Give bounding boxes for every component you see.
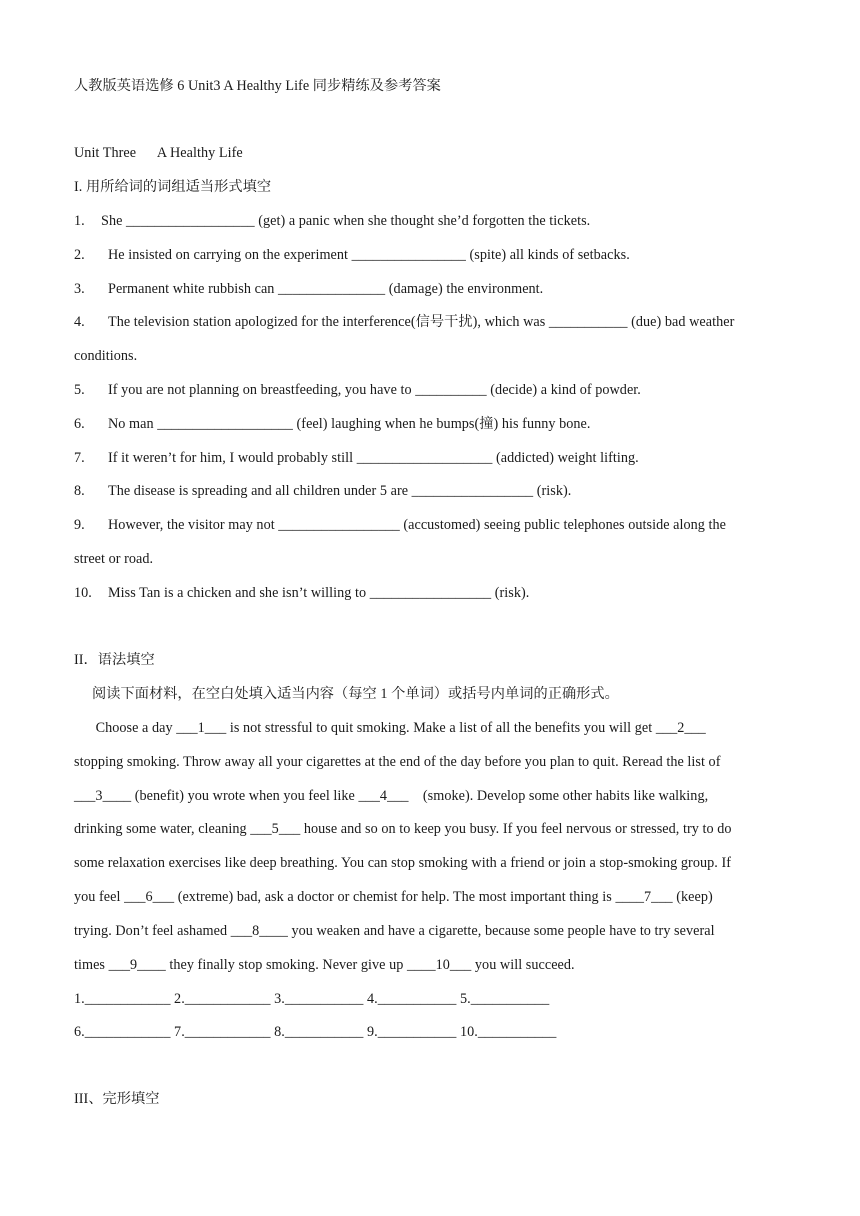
question-number: 1. — [74, 213, 85, 229]
question-number: 8. — [74, 483, 85, 499]
section-2-instruction: 阅读下面材料，在空白处填入适当内容（每空 1 个单词）或括号内单词的正确形式。 — [92, 686, 619, 702]
unit-heading: Unit Three A Healthy Life — [74, 145, 243, 161]
question-text: If it weren’t for him, I would probably still ___________________ (addicted) weight lifting. — [108, 450, 639, 466]
question-10 — [74, 583, 820, 603]
question-text: He insisted on carrying on the experiment ________________ (spite) all kinds of setbacks. — [108, 247, 630, 263]
question-5 — [74, 380, 820, 400]
question-number: 3. — [74, 281, 85, 297]
section-3-heading: III、完形填空 — [74, 1091, 160, 1107]
question-number: 9. — [74, 517, 85, 533]
section-1-heading: I. 用所给词的词组适当形式填空 — [74, 179, 272, 195]
passage-line: stopping smoking. Throw away all your cigarettes at the end of the day before you plan to quit. Reread the list of — [74, 754, 721, 770]
question-text: Permanent white rubbish can _______________ (damage) the environment. — [108, 281, 544, 297]
question-1 — [74, 211, 820, 231]
question-text: Miss Tan is a chicken and she isn’t willing to _________________ (risk). — [108, 585, 530, 601]
question-number: 2. — [74, 247, 85, 263]
section-2-heading: II．语法填空 — [74, 652, 155, 668]
answer-line: 1.____________ 2.____________ 3.___________ 4.___________ 5.___________ — [74, 991, 550, 1007]
passage-line: trying. Don’t feel ashamed ___8____ you weaken and have a cigarette, because some people have to try several — [74, 923, 715, 939]
question-4 — [74, 312, 820, 332]
passage-line: drinking some water, cleaning ___5___ house and so on to keep you busy. If you feel nervous or stressed, try to do — [74, 821, 732, 837]
question-number: 10. — [74, 585, 92, 601]
question-number: 6. — [74, 416, 85, 432]
question-text: The television station apologized for the interference(信号干扰), which was ___________ (due) bad weather — [108, 314, 735, 330]
question-text: No man ___________________ (feel) laughing when he bumps(撞) his funny bone. — [108, 416, 591, 432]
passage-line: some relaxation exercises like deep breathing. You can stop smoking with a friend or join a stop-smoking group. If — [74, 855, 732, 871]
question-number: 7. — [74, 450, 85, 466]
question-text: If you are not planning on breastfeeding, you have to __________ (decide) a kind of powder. — [108, 382, 641, 398]
passage-line: ___3____ (benefit) you wrote when you feel like ___4___ (smoke). Develop some other habits like walking, — [74, 788, 709, 804]
question-4-continuation: conditions. — [74, 348, 138, 364]
question-7 — [74, 448, 820, 468]
question-number: 4. — [74, 314, 85, 330]
question-3 — [74, 279, 820, 299]
question-9 — [74, 515, 820, 535]
question-8 — [74, 481, 820, 501]
question-text: However, the visitor may not _________________ (accustomed) seeing public telephones outside along the — [108, 517, 727, 533]
passage-line: Choose a day ___1___ is not stressful to quit smoking. Make a list of all the benefits you will get ___2___ — [92, 720, 706, 736]
question-9-continuation: street or road. — [74, 551, 154, 567]
question-number: 5. — [74, 382, 85, 398]
passage-line: you feel ___6___ (extreme) bad, ask a doctor or chemist for help. The most important thing is ____7___ (keep) — [74, 889, 713, 905]
document-title: 人教版英语选修 6 Unit3 A Healthy Life 同步精练及参考答案 — [74, 78, 441, 94]
question-text: The disease is spreading and all children under 5 are _________________ (risk). — [108, 483, 572, 499]
question-6 — [74, 414, 820, 434]
question-2 — [74, 245, 820, 265]
answer-line: 6.____________ 7.____________ 8.___________ 9.___________ 10.___________ — [74, 1024, 557, 1040]
question-text: She __________________ (get) a panic when she thought she’d forgotten the tickets. — [101, 213, 591, 229]
passage-line: times ___9____ they finally stop smoking. Never give up ____10___ you will succeed. — [74, 957, 575, 973]
